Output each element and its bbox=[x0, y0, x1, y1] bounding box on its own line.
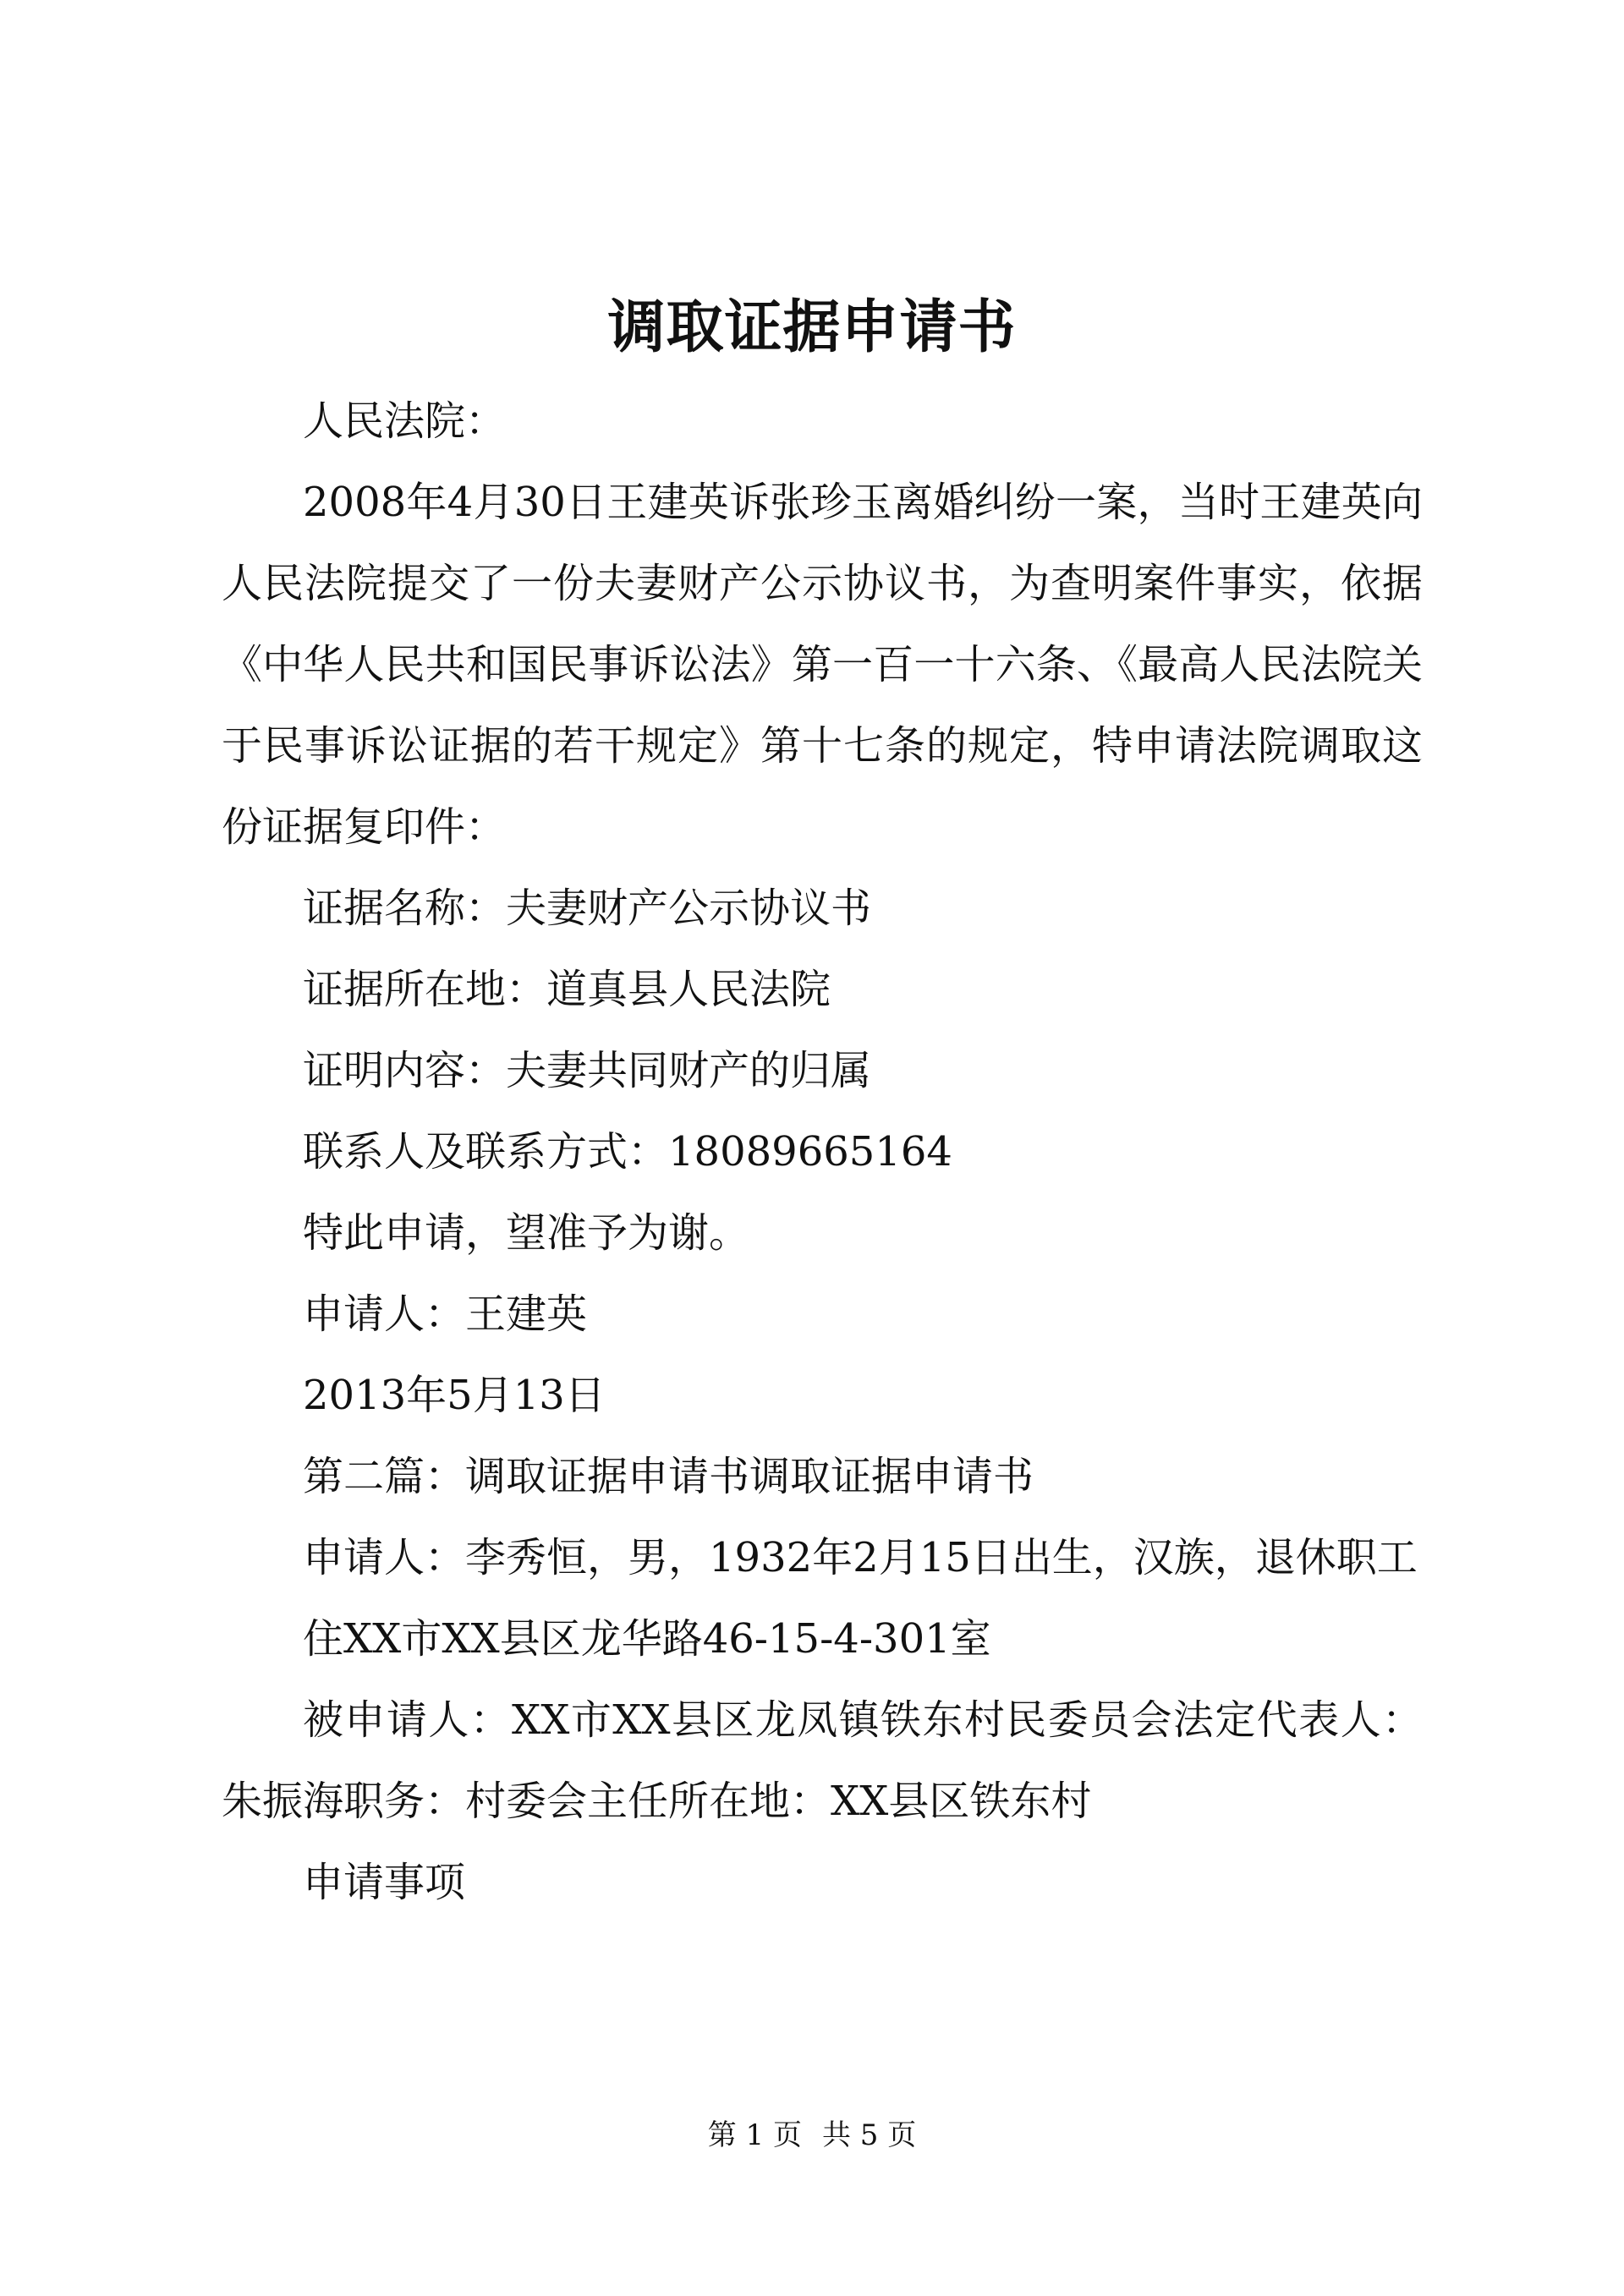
applicant-details: 申请人：李秀恒，男，1932年2月15日出生，汉族，退休职工 bbox=[303, 1534, 1418, 1581]
addressee: 人民法院： bbox=[303, 397, 507, 445]
applicant-signature: 申请人：王建英 bbox=[303, 1290, 588, 1338]
application-date: 2013年5月13日 bbox=[303, 1372, 606, 1419]
application-items-heading: 申请事项 bbox=[303, 1859, 466, 1906]
contact-info: 联系人及联系方式：18089665164 bbox=[303, 1128, 952, 1175]
page-number: 第 1 页 bbox=[707, 2118, 802, 2152]
document-body bbox=[222, 381, 1423, 1923]
page-total: 共 5 页 bbox=[822, 2118, 917, 2152]
proof-content: 证明内容：夫妻共同财产的归属 bbox=[303, 1047, 872, 1094]
page-footer bbox=[0, 2114, 1624, 2156]
document-title: 调取证据申请书 bbox=[607, 294, 1017, 361]
section-heading: 第二篇：调取证据申请书调取证据申请书 bbox=[303, 1453, 1034, 1500]
respondent-details: 被申请人：XX市XX县区龙凤镇铁东村民委员会法定代表人：朱振海职务：村委会主任所在地：XX县区铁东村 bbox=[222, 1696, 1423, 1825]
applicant-address: 住XX市XX县区龙华路46-15-4-301室 bbox=[303, 1615, 991, 1663]
evidence-location: 证据所在地：道真县人民法院 bbox=[303, 966, 831, 1013]
paragraph-case-description: 2008年4月30日王建英诉张珍玉离婚纠纷一案，当时王建英向人民法院提交了一份夫妻财产公示协议书，为查明案件事实，依据《中华人民共和国民事诉讼法》第一百一十六条、《最高人民法院关于民事诉讼证据的若干规定》第十七条的规定，特申请法院调取这份证据复印件： bbox=[222, 479, 1423, 851]
closing-request: 特此申请，望准予为谢。 bbox=[303, 1209, 750, 1257]
evidence-name: 证据名称：夫妻财产公示协议书 bbox=[303, 885, 872, 932]
